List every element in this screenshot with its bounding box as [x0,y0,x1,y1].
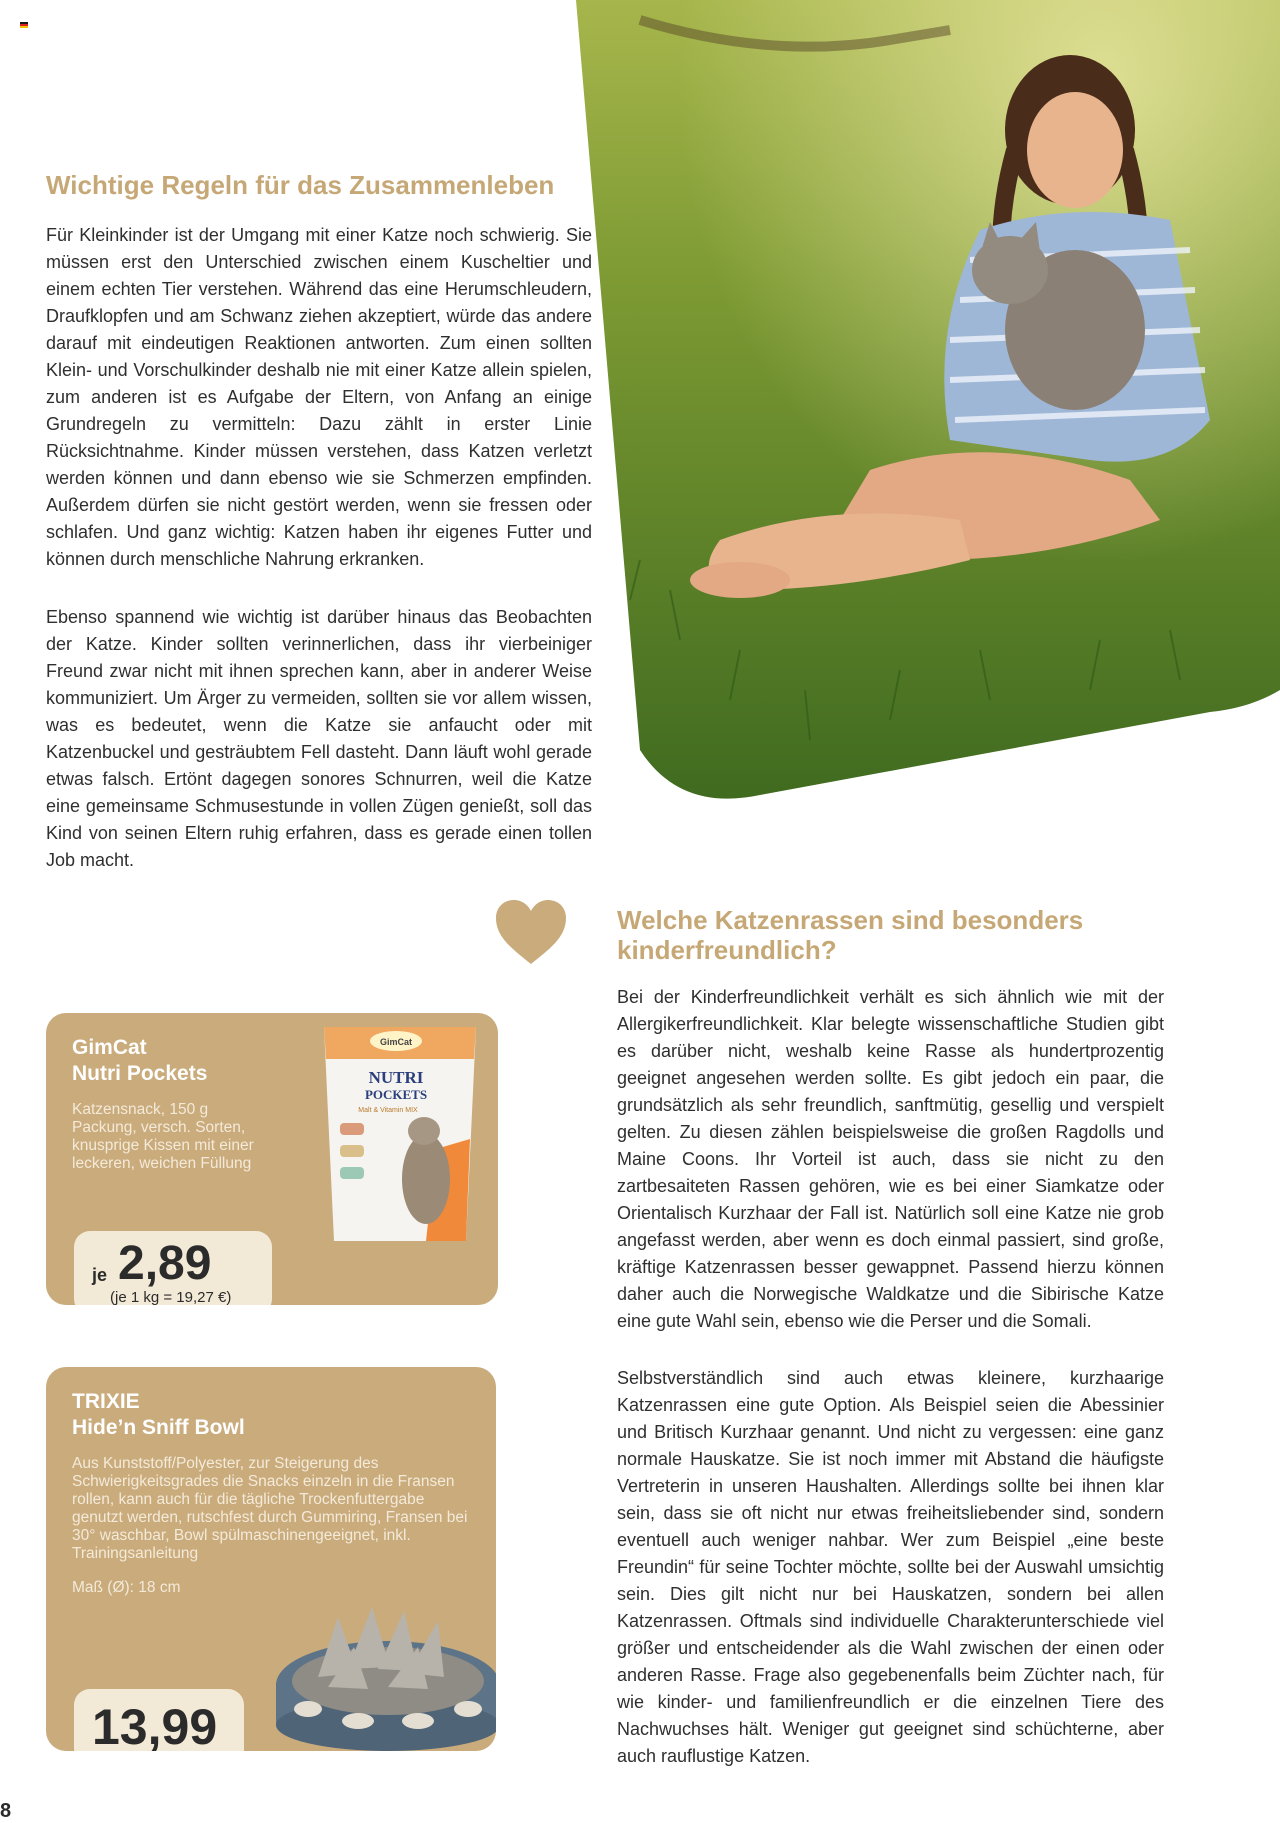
product1-name: Nutri Pockets [72,1062,208,1085]
product2-size: Maß (Ø): 18 cm [72,1579,181,1596]
product2-description: Aus Kunststoff/Polyester, zur Steigerung des Schwierigkeitsgrades die Snacks einzeln in die Fransen rollen, kann auch für die tägliche Trockenfuttergabe genutzt werden, rutschfest durch Gummiring, Fransen bei 30° waschbar, Bowl spülmaschinengeeignet, inkl. Trainingsanleitung [72,1455,468,1562]
product2-price: 13,99 [92,1699,218,1751]
section1-paragraph-2: Ebenso spannend wie wichtig ist darüber hinaus das Beobachten der Katze. Kinder sollten verinnerlichen, dass ihr vierbeiniger Freund zwar nicht mit ihnen sprechen kann, aber in anderer Weise kommuniziert. Um Ärger zu vermeiden, sollten sie vor allem wissen, was es bedeutet, wenn die Katze sie anfaucht oder mit Katzenbuckel und gesträubtem Fell dasteht. Dann läuft wohl gerade etwas falsch. Ertönt dagegen sonores Schnurren, weil die Katze eine gemeinsame Schmusestunde in vollen Zügen genießt, soll das Kind von seinen Eltern ruhig erfahren, dass es gerade einen tollen Job macht. [46,607,592,870]
section1-title: Wichtige Regeln für das Zusammenleben [46,170,555,200]
section2-title: Welche Katzenrassen sind besonders kinderfreundlich? [617,905,1084,965]
product2-name: Hide’n Sniff Bowl [72,1416,245,1439]
section2-paragraph-2: Selbstverständlich sind auch etwas kleinere, kurzhaarige Katzenrassen eine gute Option. Als Beispiel seien die Abessinier und Britisch Kurzhaar genannt. Und nicht zu vergessen: eine ganz normale Hauskatze. Sie ist noch immer mit Abstand die häufigste Vertreterin in unseren Haushalten. Allerdings sollte bei ihnen klar sein, dass sie oft nicht nur etwas freiheitsliebender sind, sondern eventuell auch weniger nahbar. Wer zum Beispiel „eine beste Freundin“ für seine Tochter möchte, sollte bei der Auswahl umsichtig sein. Dies gilt nicht nur bei Hauskatzen, sondern bei allen Katzenrassen. Oftmals sind individuelle Charakterunterschiede viel größer und entscheidender als die Wahl zwischen der einen oder anderen Rasse. Frage also gegebenenfalls beim Züchter nach, für wie kinder- und familienfreundlich er die einzelnen Tiere des Nachwuchses hält. Weniger gut geeignet sind schüchterne, aber auch rauflustige Katzen. [617,1368,1164,1766]
package-title-2: POCKETS [364,1087,428,1102]
package-subtitle: Malt & Vitamin MIX [358,1107,418,1114]
product1-price-tag [74,1231,272,1305]
package-title-1: NUTRI [368,1068,424,1087]
product-card-gimcat [46,1013,498,1305]
product2-brand: TRIXIE [72,1390,140,1413]
package-brand: GimCat [379,1037,413,1047]
product1-brand: GimCat [72,1036,147,1059]
product-card-trixie [46,1367,496,1751]
product1-price-prefix: je [92,1265,108,1285]
girl-with-cat-photo [570,0,1280,805]
heart-icon [494,898,568,966]
product1-price: 2,89 [118,1237,212,1290]
page-number: 8 [0,1800,12,1822]
nutri-pockets-package [316,1019,486,1249]
section2-paragraph-1: Bei der Kinderfreundlichkeit verhält es sich ähnlich wie mit der Allergikerfreundlichkeit. Klar belegte wissenschaftliche Studien gibt es darüber nicht, weshalb keine Rasse als hundertprozentig geeignet angesehen werden sollte. Es gibt jedoch ein paar, die grundsätzlich als sehr freundlich, sanftmütig, gesellig und verspielt gelten. Zu diesen zählen beispielsweise die großen Ragdolls und Maine Coons. Ihr Vorteil ist auch, dass sie nicht zu den zartbesaiteten Rassen gehören, wie es bei einer Siamkatze oder Orientalisch Kurzhaar der Fall ist. Natürlich soll eine Katze nie grob angefasst werden, aber wenn es doch einmal passiert, sind große, kräftige Katzenrassen besser gewappnet. Passend hierzu können daher auch die Norwegische Waldkatze und die Sibirische Katze eine gute Wahl sein, ebenso wie die Perser und die Somali. [617,987,1164,1331]
hide-n-sniff-bowl [268,1577,496,1751]
flag-icon [20,22,28,28]
section1-paragraph-1: Für Kleinkinder ist der Umgang mit einer Katze noch schwierig. Sie müssen erst den Unterschied zwischen einem Kuscheltier und einem echten Tier verstehen. Während das eine Herumschleudern, Draufklopfen und am Schwanz ziehen akzeptiert, würde das andere darauf mit eindeutigen Reaktionen antworten. Zum einen sollten Klein- und Vorschulkinder deshalb nie mit einer Katze allein spielen, zum anderen ist es Aufgabe der Eltern, von Anfang an einige Grundregeln zu vermitteln: Dazu zählt in erster Linie Rücksichtnahme. Kinder müssen verstehen, dass Katzen verletzt werden können und dann ebenso wie sie Schmerzen empfinden. Außerdem dürfen sie nicht gestört werden, wenn sie fressen oder schlafen. Und ganz wichtig: Katzen haben ihr eigenes Futter und können durch menschliche Nahrung erkranken. [46,225,592,569]
product1-description: Katzensnack, 150 g Packung, versch. Sorten, knusprige Kissen mit einer leckeren, weichen Füllung [72,1101,254,1172]
product2-price-tag [74,1689,244,1751]
product1-unit-price: (je 1 kg = 19,27 €) [110,1289,232,1305]
